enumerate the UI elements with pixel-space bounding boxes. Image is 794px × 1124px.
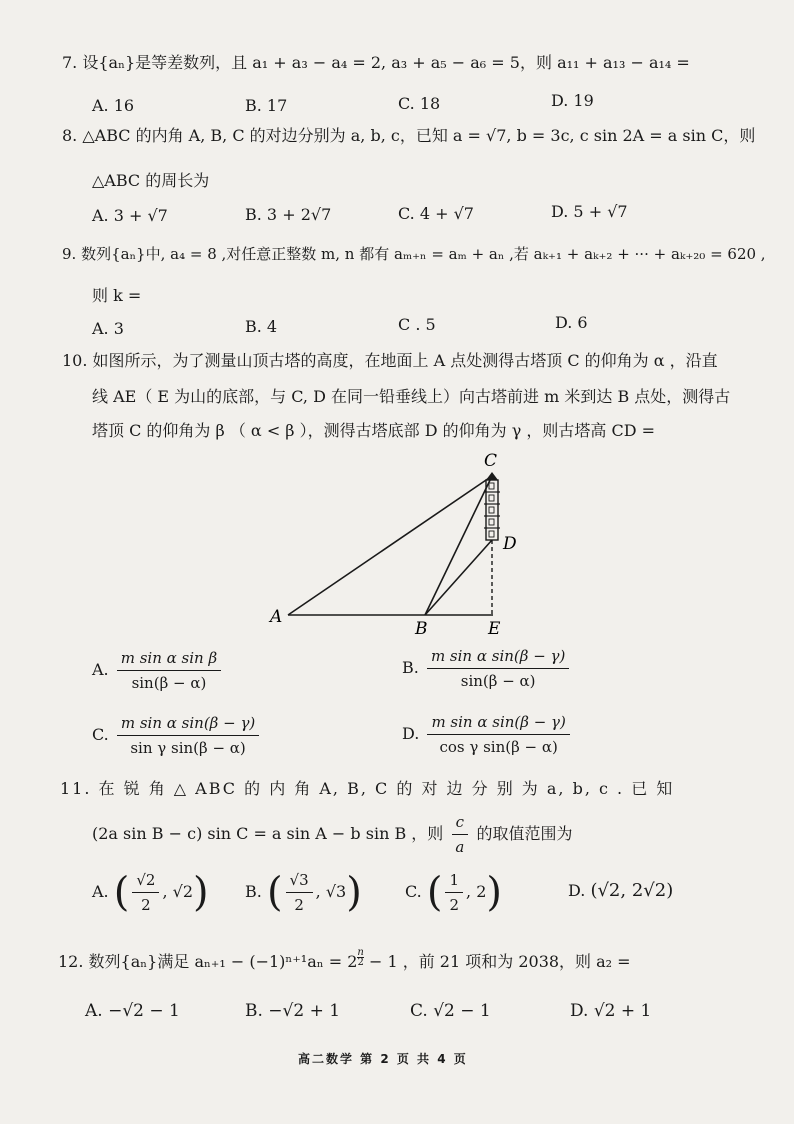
page-footer: 高二数学 第 2 页 共 4 页 [298,1052,468,1066]
q10-option-d-num: m sin α sin(β − γ) [427,712,569,735]
q8-option-c: C. 4 + √7 [398,204,474,223]
q9-option-b: B. 4 [245,317,278,336]
q11-condition: (2a sin B − c) sin C = a sin A − b sin B ，则 [92,824,444,843]
q12-option-c: C. √2 − 1 [410,1001,491,1021]
q10-option-c-fraction [117,713,259,758]
label-d: D [503,534,517,554]
q7-option-a: A. 16 [92,96,135,115]
q9-stem-line2: 则 k = [92,286,142,305]
q7-option-d: D. 19 [551,91,594,110]
q8-stem: 8. △ABC 的内角 A, B, C 的对边分别为 a, b, c，已知 a = √7, b = 3c, c sin 2A = a sin C，则 [62,126,756,145]
q11-option-a: A. ( $\frac{√2}{2}$ , √2) [92,869,209,916]
q10-option-b-fraction [427,646,569,691]
q12-stem-part1: 12. 数列{aₙ}满足 aₙ₊₁ − (−1)ⁿ⁺¹aₙ = 2 [58,952,358,971]
label-b: B [415,619,428,638]
q10-option-d-den: cos γ sin(β − α) [439,738,558,756]
q10-option-c-den: sin γ sin(β − α) [130,739,246,757]
q12-option-d: D. √2 + 1 [570,1001,652,1021]
q10-option-c [92,713,262,758]
q8-option-a: A. 3 + √7 [92,206,168,225]
q11-option-b-den: 2 [294,896,304,914]
q11-line2 [92,812,572,857]
q10-option-a-den: sin(β − α) [131,674,207,692]
q11-option-c-label: C. [405,882,422,901]
q11-option-c-den: 2 [449,896,460,914]
q11-ratio-num: c [452,812,468,835]
q10-option-c-num: m sin α sin(β − γ) [117,713,259,736]
q9-option-a: A. 3 [92,319,124,338]
q10-option-b-den: sin(β − α) [460,672,536,690]
q12-exp-den: 2 [357,957,364,968]
q10-line1: 10. 如图所示，为了测量山顶古塔的高度，在地面上 A 点处测得古塔顶 C 的仰角为 α ，沿直 [62,351,718,370]
q12-exp-num: n [357,947,364,958]
q7-stem: 7. 设{aₙ}是等差数列，且 a₁ + a₃ − a₄ = 2, a₃ + a₅ − a₆ = 5，则 a₁₁ + a₁₃ − a₁₄ = [62,53,690,72]
q11-option-b-rest: , √3 [315,882,347,901]
q12-option-b: B. −√2 + 1 [245,1001,341,1021]
q10-option-b-label: B. [402,658,419,677]
q10-option-b [402,646,572,691]
q10-option-a-num: m sin α sin β [117,648,221,671]
q11-option-a-label: A. [92,882,109,901]
q11-option-c-num: 1 [445,870,463,893]
q10-option-c-label: C. [92,725,109,744]
q11-option-b-num: √3 [286,870,313,893]
q11-option-d-text: (√2, 2√2) [590,880,674,901]
q11-line1: 11. 在 锐 角 △ ABC 的 内 角 A, B, C 的 对 边 分 别 为 a, b, c . 已 知 [60,779,675,798]
q10-option-a [92,648,224,693]
q11-option-d [568,880,673,902]
pagoda-icon [484,472,500,540]
q11-ratio-fraction [451,812,468,857]
q11-option-c-fraction [445,870,463,915]
q11-option-a-num: √2 [132,870,159,893]
q12-stem [58,948,631,973]
q11-option-c-rest: , 2 [466,882,487,901]
q10-option-a-fraction [117,648,221,693]
line-bc [425,476,492,615]
label-a: A [270,607,283,627]
q11-option-d-label: D. [568,881,586,900]
q8-option-b: B. 3 + 2√7 [245,205,332,224]
q11-option-c: C. ( $\frac{1}{2}$ , 2) [405,869,502,916]
q11-option-a-fraction [132,870,159,915]
q10-option-d-fraction [427,712,569,757]
label-e: E [488,619,501,638]
q10-option-d [402,712,573,757]
q11-option-a-den: 2 [141,896,151,914]
q10-option-b-num: m sin α sin(β − γ) [427,646,569,669]
q11-option-a-rest: , √2 [162,882,193,901]
q12-option-a: A. −√2 − 1 [85,1001,180,1021]
q10-option-a-label: A. [92,660,109,679]
tower-diagram [260,448,560,638]
q11-option-b-fraction [286,870,313,915]
q7-option-c: C. 18 [398,94,441,113]
q10-line2: 线 AE（ E 为山的底部，与 C, D 在同一铅垂线上）向古塔前进 m 米到达 B 点处，测得古 [92,387,731,406]
line-ac [288,476,492,615]
label-c: C [484,451,498,471]
q9-option-c: C . 5 [398,315,436,334]
q11-option-b: B. ( $\frac{√3}{2}$ , √3) [245,869,362,916]
q7-option-b: B. 17 [245,96,288,115]
q8-stem-line2: △ABC 的周长为 [92,171,210,190]
q9-option-d: D. 6 [555,313,588,332]
line-bd [425,540,492,615]
q12-stem-part2: − 1 ，前 21 项和为 2038，则 a₂ = [363,952,631,971]
q10-line3: 塔顶 C 的仰角为 β （ α < β ），测得古塔底部 D 的仰角为 γ ，则古塔高 CD = [92,421,656,440]
q10-option-d-label: D. [402,724,420,743]
q9-stem: 9. 数列{aₙ}中, a₄ = 8 ,对任意正整数 m, n 都有 aₘ₊ₙ = aₘ + aₙ ,若 aₖ₊₁ + aₖ₊₂ + ··· + aₖ₊₂₀ = 620 , [62,245,766,263]
q11-question: 的取值范围为 [476,824,573,843]
q8-option-d: D. 5 + √7 [551,202,628,221]
q11-option-b-label: B. [245,882,262,901]
q11-ratio-den: a [455,838,465,856]
